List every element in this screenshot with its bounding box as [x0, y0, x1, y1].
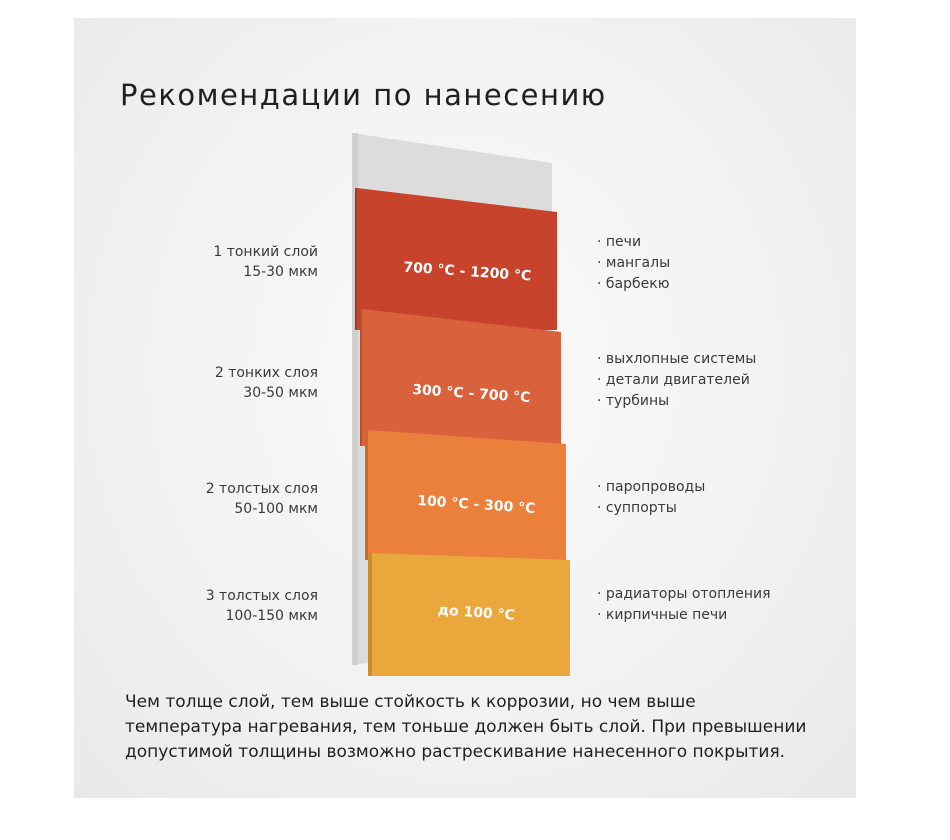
list-item: · печи [597, 232, 670, 253]
layer-4-temp: до 100 °C [437, 602, 516, 624]
list-item: · суппорты [597, 498, 705, 519]
layer-3-label: 2 толстых слоя 50-100 мкм [205, 481, 318, 517]
layer-3-temp: 100 °C - 300 °C [416, 492, 536, 518]
list-item: · детали двигателей [597, 370, 756, 391]
caption-text: Чем толще слой, тем выше стойкость к коррозии, но чем выше температура нагревания, тем тоньше должен быть слой. При превышении допустимой толщины возможно растрескивание нанесенного покрытия. [125, 692, 807, 762]
layer-4-uses [597, 584, 771, 626]
layer-2-temp: 300 °C - 700 °C [411, 381, 531, 407]
layer-1-label: 1 тонкий слой 15-30 мкм [213, 244, 318, 280]
layer-1-uses [597, 232, 670, 295]
list-item: · выхлопные системы [597, 349, 756, 370]
list-item: · радиаторы отопления [597, 584, 771, 605]
layer-2-uses [597, 349, 756, 412]
list-item: · кирпичные печи [597, 605, 771, 626]
layer-2-label: 2 тонких слоя 30-50 мкм [214, 365, 318, 401]
list-item: · турбины [597, 391, 756, 412]
list-item: · мангалы [597, 253, 670, 274]
layer-4-label: 3 толстых слоя 100-150 мкм [205, 588, 318, 624]
page-title: Рекомендации по нанесению [120, 78, 607, 112]
list-item: · барбекю [597, 274, 670, 295]
layer-1-band [357, 188, 557, 330]
layer-3-uses [597, 477, 705, 519]
layer-2-band [362, 309, 561, 446]
layer-1-temp: 700 °C - 1200 °C [402, 259, 532, 285]
layer-3-band [368, 430, 566, 560]
list-item: · паропроводы [597, 477, 705, 498]
